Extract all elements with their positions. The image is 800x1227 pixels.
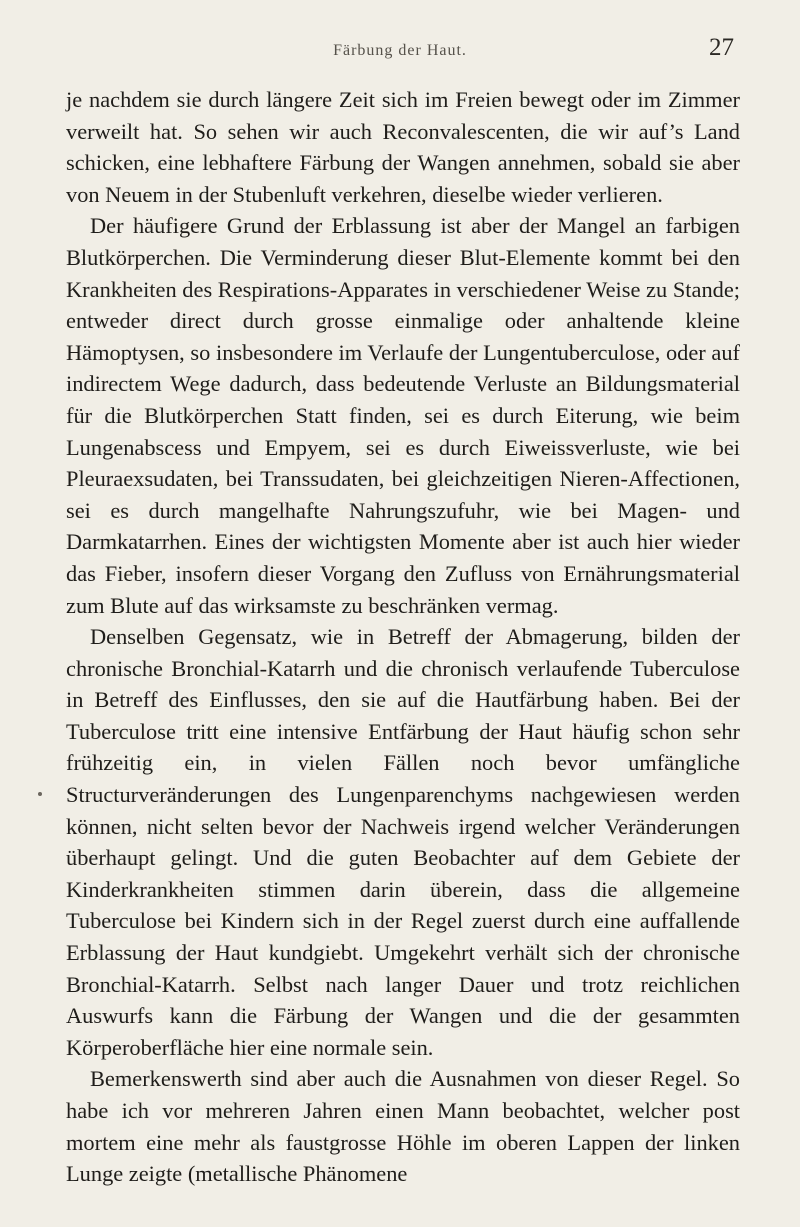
paragraph-3: Denselben Gegensatz, wie in Betreff der Abmagerung, bilden der chronische Bronchial-Katarrh und die chronisch verlaufende Tuberculose in Betreff des Einflusses, den sie auf die Hautfärbung haben. Bei der Tuberculose tritt eine intensive Entfärbung der Haut häufig schon sehr frühzeitig ein, in vielen Fällen noch bevor umfängliche Structurveränderungen des Lungenparenchyms nachgewiesen werden können, nicht selten bevor der Nachweis irgend welcher Veränderungen überhaupt gelingt. Und die guten Beobachter auf dem Gebiete der Kinderkrankheiten stimmen darin überein, dass die allgemeine Tuberculose bei Kindern sich in der Regel zuerst durch eine auffallende Erblassung der Haut kundgiebt. Umgekehrt verhält sich der chronische Bronchial-Katarrh. Selbst nach langer Dauer und trotz reichlichen Auswurfs kann die Färbung der Wangen und die der gesammten Körperoberfläche hier eine normale sein. xyxy=(66,624,740,1060)
margin-dot-mark xyxy=(38,792,42,796)
running-title: Färbung der Haut. xyxy=(333,42,467,59)
body-text xyxy=(66,84,740,1190)
paragraph-4: Bemerkenswerth sind aber auch die Ausnahmen von dieser Regel. So habe ich vor mehreren Jahren einen Mann beobachtet, welcher post mortem eine mehr als faustgrosse Höhle im oberen Lappen der linken Lunge zeigte (metallische Phänomene xyxy=(66,1066,740,1187)
page-number: 27 xyxy=(709,34,734,61)
paragraph-1: je nachdem sie durch längere Zeit sich im Freien bewegt oder im Zimmer verweilt hat. So sehen wir auch Reconvalescenten, die wir auf’s Land schicken, eine lebhaftere Färbung der Wangen annehmen, sobald sie aber von Neuem in der Stubenluft verkehren, dieselbe wieder verlieren. xyxy=(66,87,740,207)
paragraph-2: Der häufigere Grund der Erblassung ist aber der Mangel an farbigen Blutkörperchen. Die Verminderung dieser Blut-Elemente kommt bei den Krankheiten des Respirations-Apparates in verschiedener Weise zu Stande; entweder direct durch grosse einmalige oder anhaltende kleine Hämoptysen, so insbesondere im Verlaufe der Lungentuberculose, oder auf indirectem Wege dadurch, dass bedeutende Verluste an Bildungsmaterial für die Blutkörperchen Statt finden, sei es durch Eiterung, wie beim Lungenabscess und Empyem, sei es durch Eiweissverluste, wie bei Pleuraexsudaten, bei Transsudaten, bei gleichzeitigen Nieren-Affectionen, sei es durch mangelhafte Nahrungszufuhr, wie bei Magen- und Darmkatarrhen. Eines der wichtigsten Momente aber ist auch hier wieder das Fieber, insofern dieser Vorgang den Zufluss von Ernährungsmaterial zum Blute auf das wirksamste zu beschränken vermag. xyxy=(66,213,740,618)
running-head xyxy=(66,34,734,64)
